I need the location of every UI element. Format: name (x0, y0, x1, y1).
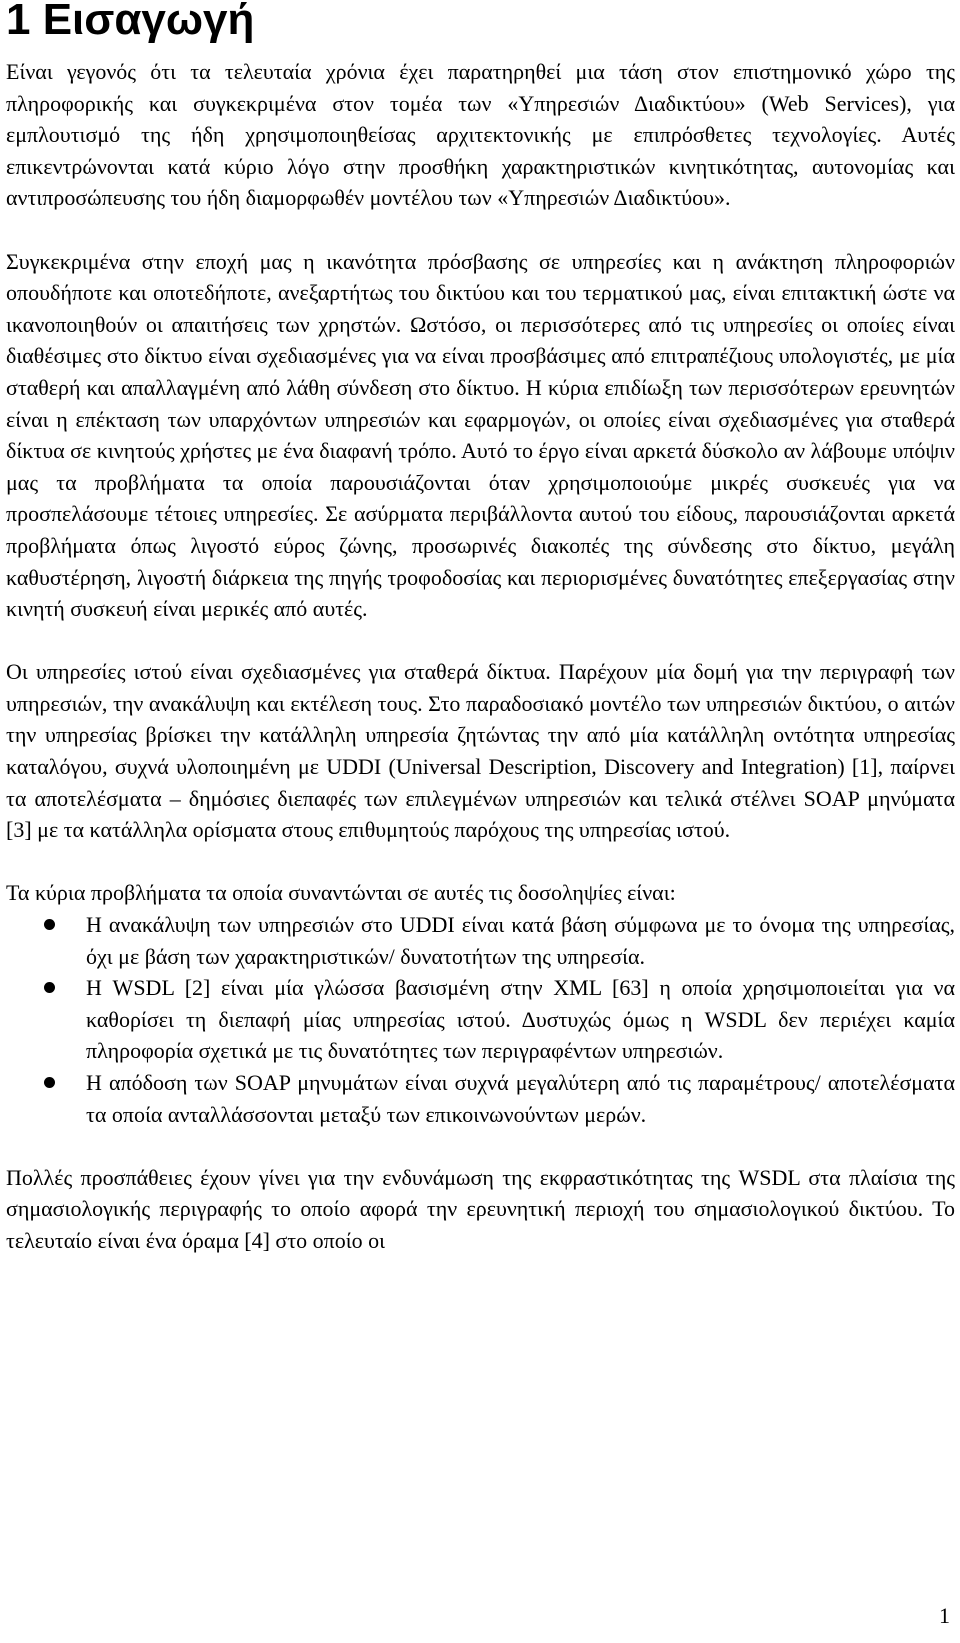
bullet-icon (44, 982, 55, 993)
paragraph-mobility: Συγκεκριμένα στην εποχή μας η ικανότητα πρόσβασης σε υπηρεσίες και η ανάκτηση πληροφοριών οπουδήποτε και οποτεδήποτε, ανεξαρτήτως του δικτύου και του τερματικού μας, είναι επιτακτική ώστε να ικανοποιηθούν οι απαιτήσεις των χρηστών. Ωστόσο, οι περισσότερες από τις υπηρεσίες οι οποίες είναι διαθέσιμες στο δίκτυο είναι σχεδιασμένες για να είναι προσβάσιμες από επιτραπέζιους υπολογιστές, με μία σταθερή και απαλλαγμένη από λάθη σύνδεση στο δίκτυο. Η κύρια επιδίωξη των περισσότερων ερευνητών είναι η επέκταση των υπαρχόντων υπηρεσιών και εφαρμογών, οι οποίες είναι σχεδιασμένες για σταθερά δίκτυα σε κινητούς χρήστες με ένα διαφανή τρόπο. Αυτό το έργο είναι αρκετά δύσκολο αν λάβουμε υπόψιν μας τα προβλήματα τα οποία παρουσιάζονται όταν χρησιμοποιούμε μικρές συσκευές για να προσπελάσουμε τέτοιες υπηρεσίες. Σε ασύρματα περιβάλλοντα αυτού του είδους, παρουσιάζονται αρκετά προβλήματα όπως λιγοστό εύρος ζώνης, προσωρινές διακοπές της σύνδεσης στο δίκτυο, μεγάλη καθυστέρηση, λιγοστή διάρκεια της πηγής τροφοδοσίας και περιορισμένες δυνατότητες επεξεργασίας στην κινητή συσκευή είναι μερικές από αυτές. (6, 248, 955, 622)
list-item-text: Η απόδοση των SOAP μηνυμάτων είναι συχνά μεγαλύτερη από τις παραμέτρους/ αποτελέσματα τα οποία ανταλλάσσονται μεταξύ των επικοινωνούντων μερών. (86, 1070, 955, 1127)
list-item (6, 909, 955, 972)
bullet-icon (44, 919, 55, 930)
paragraph-intro: Είναι γεγονός ότι τα τελευταία χρόνια έχει παρατηρηθεί μια τάση στον επιστημονικό χώρο της πληροφορικής και συγκεκριμένα στον τομέα των «Υπηρεσιών Διαδικτύου» (Web Services), για εμπλουτισμό της ήδη χρησιμοποιηθείσας αρχιτεκτονικής με επιπρόσθετες τεχνολογίες. Αυτές επικεντρώνονται κατά κύριο λόγο στην προσθήκη χαρακτηριστικών κινητικότητας, αυτονομίας και αντιπροσώπευσης του ήδη διαμορφωθέν μοντέλου των «Υπηρεσιών Διαδικτύου». (6, 59, 955, 211)
body-text (6, 56, 955, 1257)
bullet-icon (44, 1077, 55, 1088)
list-item (6, 1067, 955, 1130)
problems-list (6, 909, 955, 1130)
list-item (6, 972, 955, 1067)
list-item-text: Η ανακάλυψη των υπηρεσιών στο UDDI είναι κατά βάση σύμφωνα με το όνομα της υπηρεσίας, όχι με βάση των χαρακτηριστικών/ δυνατοτήτων της υπηρεσία. (86, 912, 955, 969)
paragraph-web-services: Οι υπηρεσίες ιστού είναι σχεδιασμένες για σταθερά δίκτυα. Παρέχουν μία δομή για την περιγραφή των υπηρεσιών, την ανακάλυψη και εκτέλεση τους. Στο παραδοσιακό μοντέλο των υπηρεσιών δικτύου, ο αιτών την υπηρεσίας βρίσκει την κατάλληλη υπηρεσία ζητώντας την από μία κατάλληλη οντότητα υπηρεσίας καταλόγου, συχνά υλοποιημένη με UDDI (Universal Description, Discovery and Integration) [1], παίρνει τα αποτελέσματα – δημόσιες διεπαφές των επιλεγμένων υπηρεσιών και τελικά στέλνει SOAP μηνύματα [3] με τα κατάλληλα ορίσματα στους επιθυμητούς παρόχους της υπηρεσίας ιστού. (6, 659, 955, 843)
section-heading: 1 Εισαγωγή (6, 0, 255, 44)
paragraph-problems-intro: Τα κύρια προβλήματα τα οποία συναντώνται σε αυτές τις δοσοληψίες είναι: (6, 880, 676, 906)
paragraph-wsdl-semantics: Πολλές προσπάθειες έχουν γίνει για την ενδυνάμωση της εκφραστικότητας της WSDL στα πλαίσια της σημασιολογικής περιγραφής το οποίο αφορά την ερευνητική περιοχή του σημασιολογικού δικτύου. Το τελευταίο είναι ένα όραμα [4] στο οποίο οι (6, 1164, 955, 1253)
list-item-text: Η WSDL [2] είναι μία γλώσσα βασισμένη στην XML [63] η οποία χρησιμοποιείται για να καθορίσει τη διεπαφή μίας υπηρεσίας ιστού. Δυστυχώς όμως η WSDL δεν περιέχει καμία πληροφορία σχετικά με τις δυνατότητες των περιγραφέντων υπηρεσιών. (86, 975, 955, 1064)
page-number: 1 (939, 1603, 950, 1628)
